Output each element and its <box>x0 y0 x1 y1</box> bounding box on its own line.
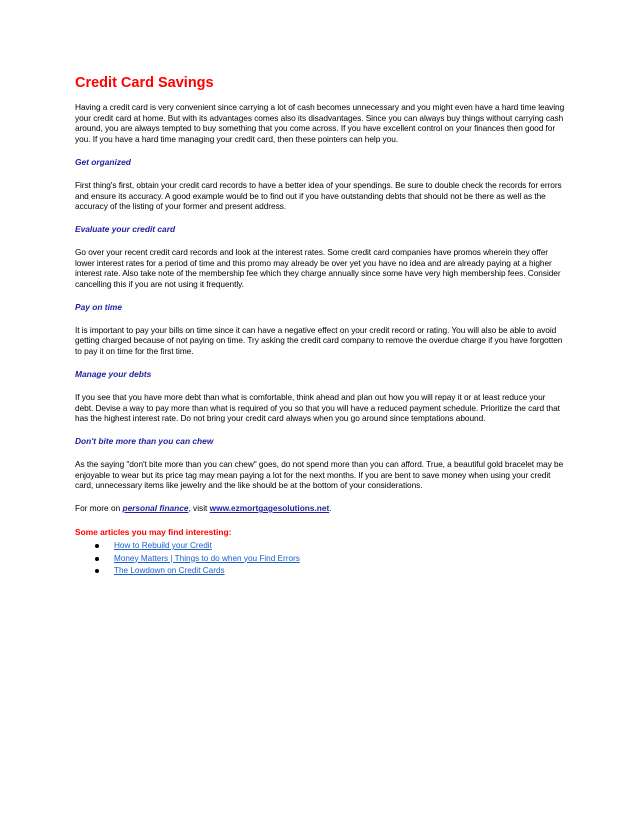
article-title: Credit Card Savings <box>75 75 214 91</box>
related-article-item <box>95 540 565 553</box>
personal-finance-link[interactable]: personal finance <box>122 503 189 514</box>
more-info-middle: , visit <box>188 503 210 514</box>
bullet-icon <box>95 557 99 561</box>
article-content <box>75 74 565 578</box>
section-body-dont-bite-more: As the saying "don't bite more than you can chew" goes, do not spend more than you can afford. True, a beautiful gold bracelet may be enjoyable to wear but its price tag may mean paying a lot for the next months. If you are bent to save money when using your credit card, unnecessary items like jewelry and the like should be at the bottom of your considerations. <box>75 458 564 491</box>
bullet-icon <box>95 569 99 573</box>
section-body-manage-debts: If you see that you have more debt than what is comfortable, think ahead and plan out how you will repay it or at least reduce your debt. Devise a way to pay more than what is required of you so that you will have a reduced payment schedule. Prioritize the card that has the highest interest rate. Do not bring your credit card always when you go around since temptations abound. <box>75 391 560 424</box>
related-article-item <box>95 565 565 578</box>
section-heading-manage-debts: Manage your debts <box>75 368 152 379</box>
section-heading-pay-on-time: Pay on time <box>75 301 123 312</box>
more-info-suffix: . <box>329 503 332 514</box>
section-body-evaluate-credit-card: Go over your recent credit card records and look at the interest rates. Some credit card companies have promos wherein they offer lower interest rates for a period of time and this promo may already be over yet you have no idea and are already paying at a higher interest rate. Also take note of the membership fee which they charge annually since some have very high membership fees. Consider cancelling this if you are not using it frequently. <box>75 246 561 290</box>
related-article-item <box>95 553 565 566</box>
intro-paragraph: Having a credit card is very convenient since carrying a lot of cash becomes unnecessary and you might even have a hard time leaving your credit card at home. But with its advantages comes also its disadvantages. Since you can always buy things without carrying cash around, you are always tempted to buy something that you come across. If you have excellent control on your finances then good for you. If you have a hard time managing your credit card, then these pointers can help you. <box>75 102 565 145</box>
section-heading-get-organized: Get organized <box>75 156 131 167</box>
related-article-link-rebuild-credit[interactable]: How to Rebuild your Credit <box>114 541 212 551</box>
related-article-link-money-matters[interactable]: Money Matters | Things to do when you Find Errors <box>114 553 300 563</box>
related-article-link-lowdown-credit-cards[interactable]: The Lowdown on Credit Cards <box>114 566 225 576</box>
section-heading-evaluate-credit-card: Evaluate your credit card <box>75 223 176 234</box>
bullet-icon <box>95 544 99 548</box>
site-link[interactable]: www.ezmortgagesolutions.net <box>209 503 330 514</box>
more-info-prefix: For more on <box>75 503 123 514</box>
section-body-get-organized: First thing's first, obtain your credit card records to have a better idea of your spendings. Be sure to double check the records for errors and ensure its accuracy. A good example would be to find out if you have outstanding debts that should not be there as well as the accuracy of the listing of your former and present address. <box>75 179 562 212</box>
related-articles-title: Some articles you may find interesting: <box>75 527 232 538</box>
section-body-pay-on-time: It is important to pay your bills on time since it can have a negative effect on your credit record or rating. You will also be able to avoid getting charged because of not paying on time. Try asking the credit card company to remove the overdue charge if you have forgotten to pay it on time for the first time. <box>75 324 563 357</box>
section-heading-dont-bite-more: Don't bite more than you can chew <box>75 435 214 446</box>
related-articles-list <box>75 540 565 578</box>
more-info-line <box>75 503 565 514</box>
